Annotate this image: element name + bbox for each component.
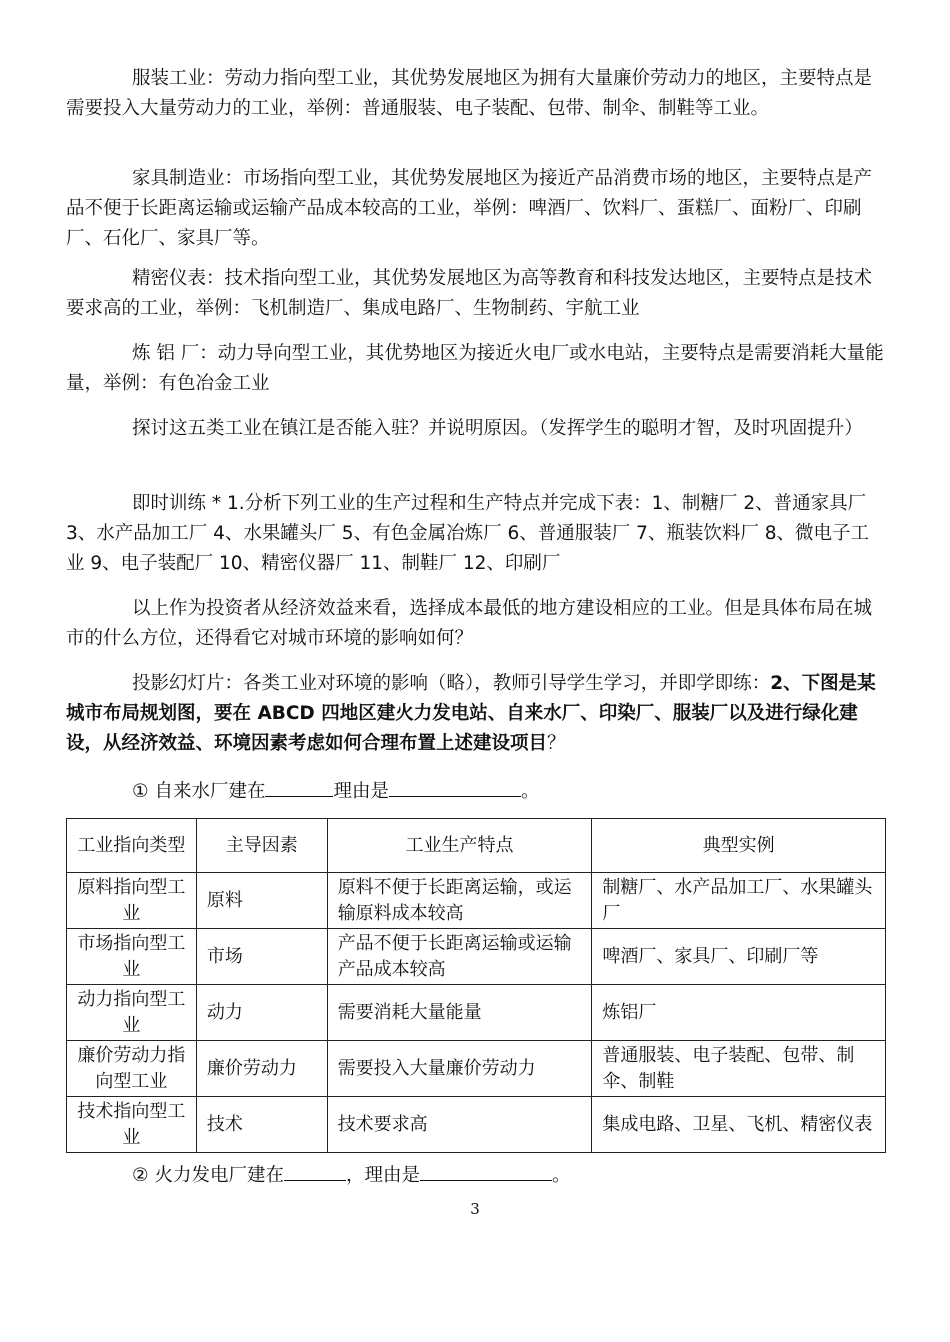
q1-end: 。 bbox=[520, 781, 540, 802]
table-cell: 炼铝厂 bbox=[592, 985, 886, 1041]
paragraph-investor: 以上作为投资者从经济效益来看，选择成本最低的地方建设相应的工业。但是具体布局在城市的什么方位，还得看它对城市环境的影响如何？ bbox=[66, 598, 873, 649]
table-cell: 技术 bbox=[196, 1097, 327, 1153]
table-header-cell: 工业指向类型 bbox=[67, 819, 197, 873]
table-cell: 需要消耗大量能量 bbox=[327, 985, 592, 1041]
paragraph-furniture: 家具制造业：市场指向型工业，其优势发展地区为接近产品消费市场的地区，主要特点是产品不便于长距离运输或运输产品成本较高的工业，举例：啤酒厂、饮料厂、蛋糕厂、面粉厂、印刷厂、石化厂、家具厂等。 bbox=[66, 168, 873, 249]
table-row bbox=[67, 929, 886, 985]
q2-mid: ，理由是 bbox=[345, 1165, 420, 1186]
table-cell: 技术指向型工业 bbox=[67, 1097, 197, 1153]
table-cell: 廉价劳动力指向型工业 bbox=[67, 1041, 197, 1097]
table-cell: 廉价劳动力 bbox=[196, 1041, 327, 1097]
table-row bbox=[67, 1041, 886, 1097]
paragraph-question2 bbox=[66, 669, 886, 759]
q2-end: 。 bbox=[551, 1165, 571, 1186]
table-cell: 普通服装、电子装配、包带、制伞、制鞋 bbox=[592, 1041, 886, 1097]
table-cell: 原料不便于长距离运输，或运输原料成本较高 bbox=[327, 873, 592, 929]
paragraph-clothing: 服装工业：劳动力指向型工业，其优势发展地区为拥有大量廉价劳动力的地区，主要特点是需要投入大量劳动力的工业，举例：普通服装、电子装配、包带、制伞、制鞋等工业。 bbox=[66, 68, 873, 119]
paragraph-aluminum: 炼 铝 厂：动力导向型工业，其优势地区为接近火电厂或水电站，主要特点是需要消耗大量能量，举例：有色冶金工业 bbox=[66, 343, 884, 394]
table-header-cell: 典型实例 bbox=[592, 819, 886, 873]
table-header-cell: 主导因素 bbox=[196, 819, 327, 873]
q2-reason-blank[interactable] bbox=[420, 1158, 552, 1181]
table-cell: 产品不便于长距离运输或运输产品成本较高 bbox=[327, 929, 592, 985]
table-cell: 动力指向型工业 bbox=[67, 985, 197, 1041]
table-row bbox=[67, 873, 886, 929]
table-cell: 原料 bbox=[196, 873, 327, 929]
table-header-cell: 工业生产特点 bbox=[327, 819, 592, 873]
table-header-row bbox=[67, 819, 886, 873]
paragraph-precision: 精密仪表：技术指向型工业，其优势发展地区为高等教育和科技发达地区，主要特点是技术要求高的工业，举例：飞机制造厂、集成电路厂、生物制药、宇航工业 bbox=[66, 268, 873, 319]
fill-in-q2 bbox=[66, 1158, 886, 1191]
table-cell: 集成电路、卫星、飞机、精密仪表 bbox=[592, 1097, 886, 1153]
table-cell: 动力 bbox=[196, 985, 327, 1041]
q2-prefix: ② 火力发电厂建在 bbox=[132, 1165, 284, 1186]
q2-answer-blank[interactable] bbox=[284, 1158, 346, 1181]
q1-reason-blank[interactable] bbox=[389, 774, 521, 797]
slide-intro: 投影幻灯片：各类工业对环境的影响（略），教师引导学生学习，并即学即练： bbox=[132, 673, 771, 694]
paragraph-discuss: 探讨这五类工业在镇江是否能入驻？并说明原因。（发挥学生的聪明才智，及时巩固提升） bbox=[132, 418, 863, 439]
page-number: 3 bbox=[470, 1200, 480, 1218]
table-row bbox=[67, 985, 886, 1041]
table-cell: 原料指向型工业 bbox=[67, 873, 197, 929]
table-cell: 技术要求高 bbox=[327, 1097, 592, 1153]
q1-answer-blank[interactable] bbox=[265, 774, 333, 797]
table-cell: 需要投入大量廉价劳动力 bbox=[327, 1041, 592, 1097]
fill-in-q1 bbox=[66, 774, 886, 807]
table-row bbox=[67, 1097, 886, 1153]
question2-end: ？ bbox=[547, 733, 566, 754]
table-cell: 市场指向型工业 bbox=[67, 929, 197, 985]
industry-table bbox=[66, 818, 886, 1153]
q1-prefix: ① 自来水厂建在 bbox=[132, 781, 266, 802]
table-cell: 制糖厂、水产品加工厂、水果罐头厂 bbox=[592, 873, 886, 929]
table-cell: 啤酒厂、家具厂、印刷厂等 bbox=[592, 929, 886, 985]
table-cell: 市场 bbox=[196, 929, 327, 985]
q1-mid: 理由是 bbox=[333, 781, 389, 802]
question2-text: 2、下图是某城市布局规划图，要在 ABCD 四地区建火力发电站、自来水厂、印染厂、服装厂以及进行绿化建设，从经济效益、环境因素考虑如何合理布置上述建设项目 bbox=[66, 673, 876, 754]
paragraph-practice: 即时训练 * 1.分析下列工业的生产过程和生产特点并完成下表：1、制糖厂 2、普通家具厂 3、水产品加工厂 4、水果罐头厂 5、有色金属冶炼厂 6、普通服装厂 7、瓶装饮料厂 8、微电子工业 9、电子装配厂 10、精密仪器厂 11、制鞋厂 12、印刷厂 bbox=[66, 493, 870, 574]
